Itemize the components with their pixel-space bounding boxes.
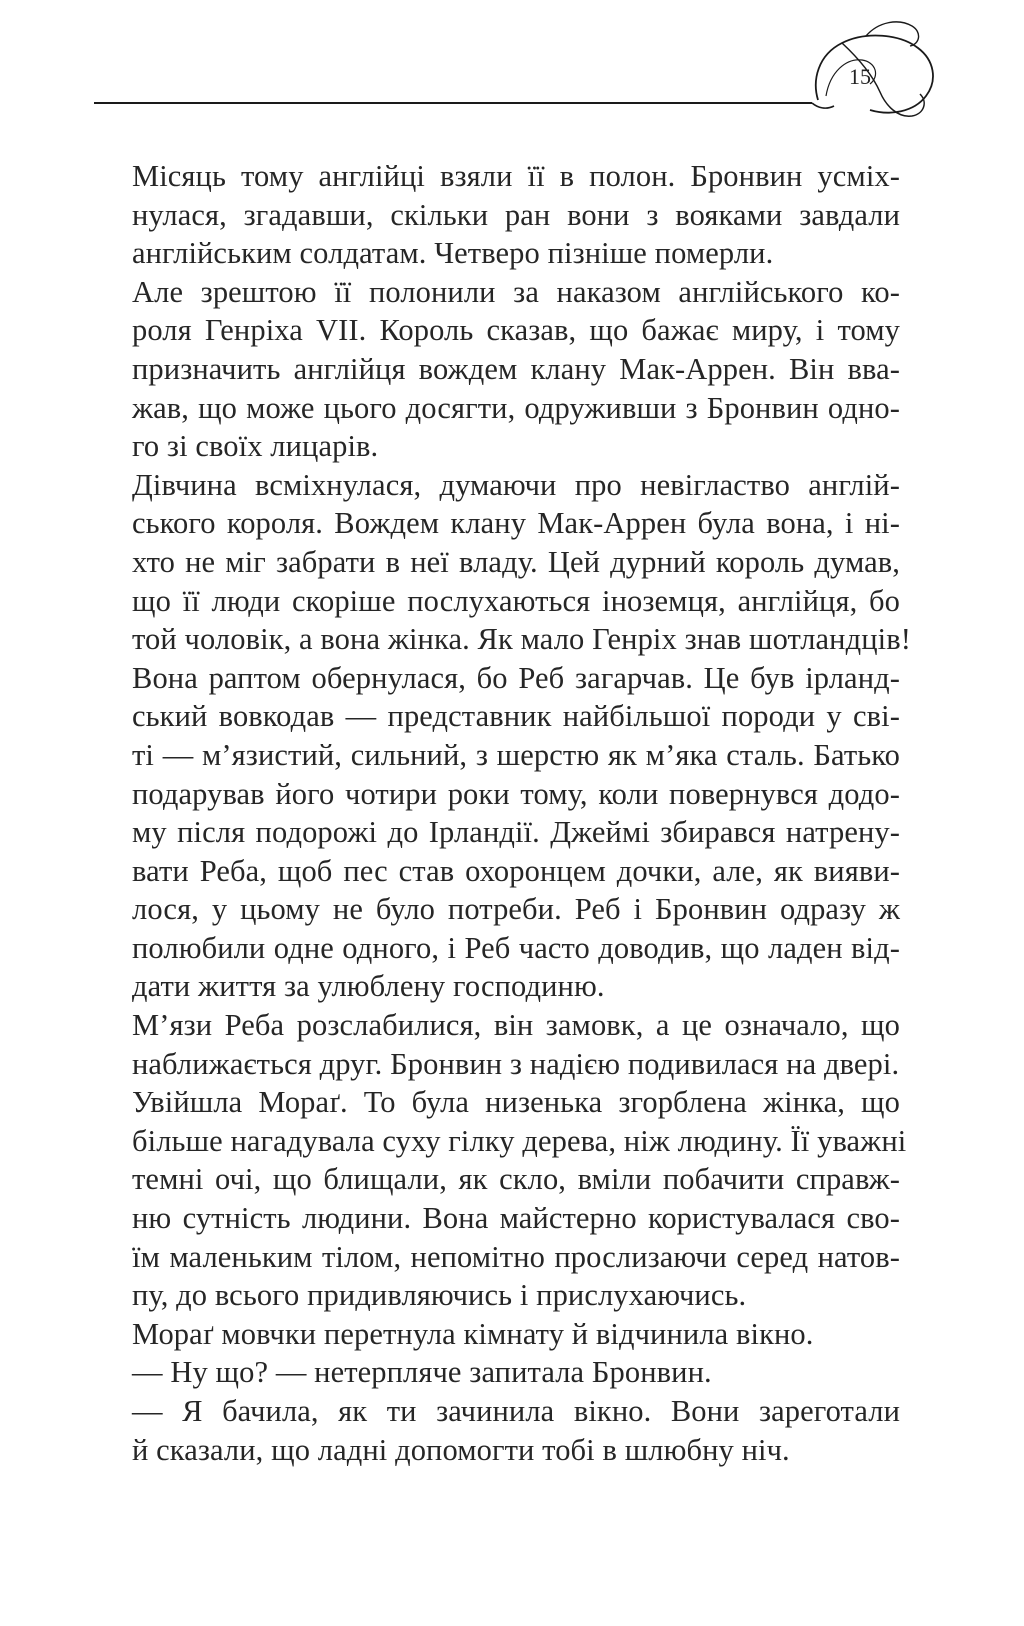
text-line: пу, до всього придивляючись і прислухаючись. — [132, 1278, 747, 1313]
text-line: вати Реба, щоб пес став охоронцем дочки, але, як вияви- — [132, 853, 900, 888]
text-line: й сказали, що ладні допомогти тобі в шлюбну ніч. — [132, 1432, 790, 1467]
text-line: полюбили одне одного, і Реб часто доводив, що ладен від- — [132, 930, 900, 965]
text-line: їм маленьким тілом, непомітно прослизаючи серед натов- — [132, 1239, 900, 1274]
text-line: хто не міг забрати в неї владу. Цей дурний король думав, — [132, 544, 900, 579]
text-line: — Я бачила, як ти зачинила вікно. Вони зареготали — [132, 1394, 900, 1428]
text-line: призначить англійця вождем клану Мак-Аррен. Він вва- — [132, 351, 900, 386]
page-number: 15 — [849, 64, 871, 89]
paragraph — [96, 1392, 900, 1469]
text-line: англійським солдатам. Четверо пізніше померли. — [132, 236, 774, 271]
text-line: му після подорожі до Ірландії. Джеймі збирався натрену- — [132, 815, 900, 850]
page-header — [0, 0, 1024, 140]
paragraph — [96, 1006, 900, 1083]
text-line: Мораґ мовчки перетнула кімнату й відчинила вікно. — [132, 1316, 814, 1351]
text-line: го зі своїх лицарів. — [132, 429, 379, 464]
text-line: наближається друг. Бронвин з надією подивилася на двері. — [132, 1046, 900, 1081]
text-line: нулася, згадавши, скільки ран вони з вояками завдали — [132, 197, 900, 232]
text-line: Вона раптом обернулася, бо Реб загарчав. Це був ірланд- — [132, 660, 900, 695]
text-line: М’язи Реба розслабилися, він замовк, а це означало, що — [132, 1008, 900, 1043]
text-line: ського короля. Вождем клану Мак-Аррен була вона, і ні- — [132, 506, 900, 541]
text-line: ті — м’язистий, сильний, з шерстю як м’яка сталь. Батько — [132, 737, 900, 772]
text-line: що її люди скоріше послухаються іноземця, англійця, бо — [132, 583, 900, 618]
text-line: Місяць тому англійці взяли її в полон. Бронвин усміх- — [132, 159, 900, 193]
paragraph — [96, 466, 911, 659]
text-line: більше нагадувала суху гілку дерева, ніж людину. Її уважні — [132, 1123, 907, 1158]
text-line: ський вовкодав — представник найбільшої породи у сві- — [132, 699, 900, 734]
body-text — [96, 157, 911, 1469]
paragraph — [96, 1083, 907, 1315]
text-line: — Ну що? — нетерпляче запитала Бронвин. — [132, 1355, 712, 1390]
paragraph — [96, 1315, 900, 1354]
text-line: дати життя за улюблену господиню. — [132, 969, 605, 1004]
text-line: Але зрештою її полонили за наказом англійського ко- — [132, 274, 900, 309]
text-line: той чоловік, а вона жінка. Як мало Генріх знав шотландців! — [132, 622, 911, 657]
text-line: темні очі, що блищали, як скло, вміли побачити справж- — [132, 1162, 900, 1197]
paragraph — [96, 157, 900, 273]
text-line: Увійшла Мораґ. То була низенька згорблена жінка, що — [132, 1085, 900, 1120]
text-line: роля Генріха VII. Король сказав, що бажає миру, і тому — [132, 313, 900, 348]
text-line: лося, у цьому не було потреби. Реб і Бронвин одразу ж — [132, 892, 900, 927]
paragraph — [96, 659, 900, 1006]
paragraph — [96, 273, 900, 466]
text-line: жав, що може цього досягти, одруживши з Бронвин одно- — [132, 390, 900, 425]
text-line: Дівчина всміхнулася, думаючи про невігластво англій- — [132, 467, 900, 502]
text-line: ню сутність людини. Вона майстерно користувалася сво- — [132, 1201, 900, 1236]
paragraph — [96, 1353, 900, 1392]
text-line: подарував його чотири роки тому, коли повернувся додо- — [132, 776, 900, 811]
